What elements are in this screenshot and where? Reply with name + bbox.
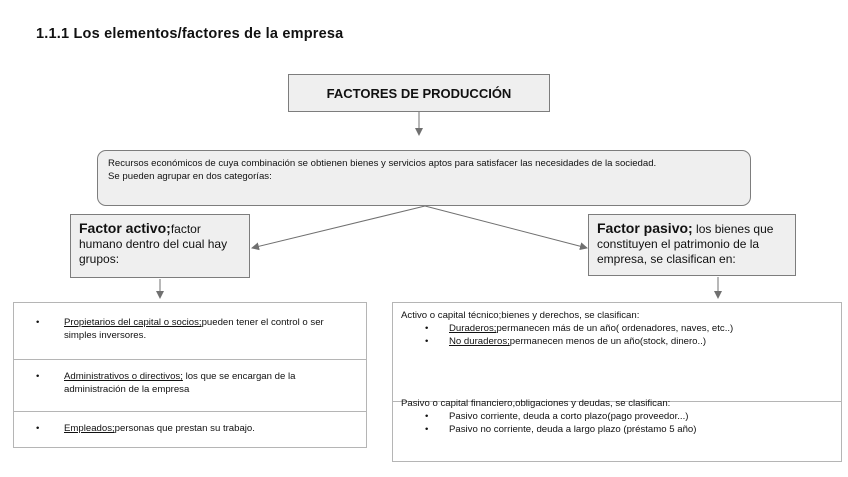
description-line-2: Se pueden agrupar en dos categorías: <box>108 171 272 182</box>
description-line-1: Recursos económicos de cuya combinación se obtienen bienes y servicios aptos para satisfacer las necesidades de la sociedad. <box>108 158 657 169</box>
factores-produccion-label: FACTORES DE PRODUCCIÓN <box>326 85 512 101</box>
factores-produccion-box <box>288 74 550 112</box>
bullet-icon: • <box>36 423 40 434</box>
active-groups-list <box>13 302 367 448</box>
bullet-icon: • <box>425 323 429 334</box>
list-item <box>14 303 366 360</box>
bullet-icon: • <box>425 336 429 347</box>
list-item <box>401 335 833 348</box>
bullet-icon: • <box>425 424 429 435</box>
activo-section-title: Activo o capital técnico;bienes y derechos, se clasifican: <box>401 310 640 321</box>
factor-activo-heading: Factor activo; <box>79 220 171 236</box>
bullet-icon: • <box>425 411 429 422</box>
list-item <box>14 359 366 412</box>
item-text: pueden tener el control o ser simples inversores. <box>64 317 324 341</box>
passive-classes-list <box>392 302 842 462</box>
list-item <box>401 410 833 423</box>
item-text: permanecen más de un año( ordenadores, naves, etc..) <box>496 323 734 334</box>
arrow-desc-to-active <box>252 206 425 248</box>
item-term: Empleados; <box>64 423 115 434</box>
factor-activo-text: factor humano dentro del cual hay grupos: <box>79 222 228 266</box>
description-box <box>97 150 751 206</box>
list-item <box>401 423 833 436</box>
item-term: Propietarios del capital o socios; <box>64 317 202 328</box>
item-text: Pasivo corriente, deuda a corto plazo(pago proveedor...) <box>449 411 689 422</box>
pasivo-section-title: Pasivo o capital financiero,obligaciones y deudas, se clasifican: <box>401 398 671 409</box>
item-text: los que se encargan de la administración de la empresa <box>64 371 296 395</box>
item-text: permanecen menos de un año(stock, dinero..) <box>509 336 707 347</box>
arrow-desc-to-passive <box>425 206 587 248</box>
bullet-icon: • <box>36 371 40 382</box>
list-item <box>14 411 366 449</box>
activo-section <box>393 303 841 402</box>
page-title: 1.1.1 Los elementos/factores de la empresa <box>36 26 344 42</box>
item-text: Pasivo no corriente, deuda a largo plazo (préstamo 5 año) <box>449 424 697 435</box>
list-item <box>401 322 833 335</box>
factor-pasivo-box <box>588 214 796 276</box>
item-term: Administrativos o directivos; <box>64 371 183 382</box>
bullet-icon: • <box>36 317 40 328</box>
factor-pasivo-text: los bienes que constituyen el patrimonio de la empresa, se clasifican en: <box>597 222 774 266</box>
pasivo-section <box>393 391 841 442</box>
item-term: No duraderos; <box>449 336 510 347</box>
factor-activo-box <box>70 214 250 278</box>
item-term: Duraderos; <box>449 323 497 334</box>
factor-pasivo-heading: Factor pasivo; <box>597 220 693 236</box>
item-text: personas que prestan su trabajo. <box>114 423 255 434</box>
